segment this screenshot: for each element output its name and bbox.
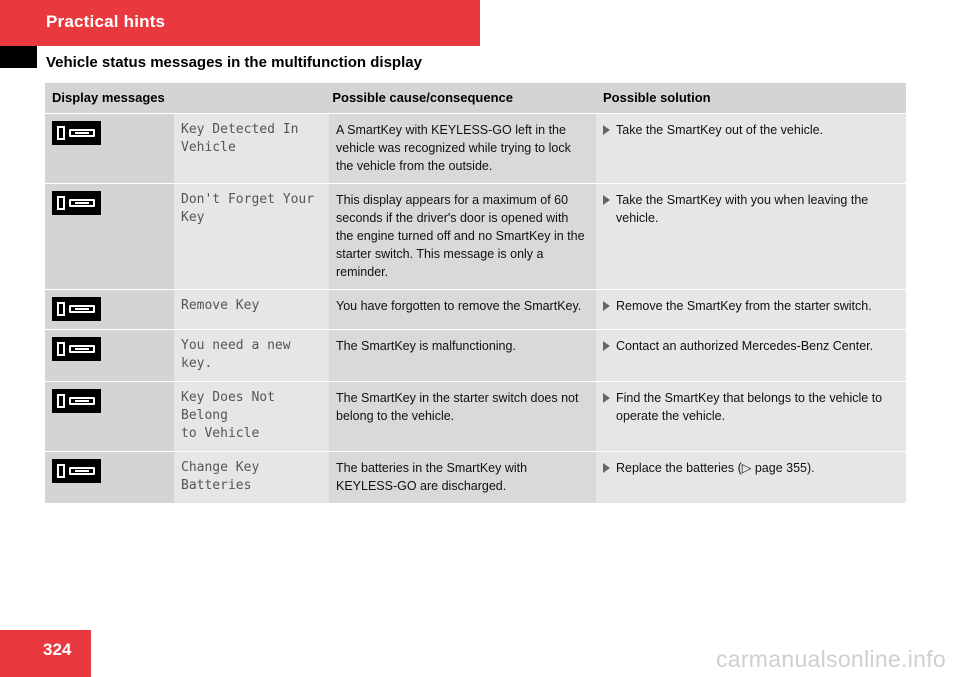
table-header-row	[45, 83, 906, 114]
solution-text: Replace the batteries (▷ page 355).	[616, 461, 815, 475]
possible-solution	[596, 114, 906, 184]
display-message: Change Key Batteries	[174, 452, 329, 504]
icon-cell	[45, 114, 174, 184]
section-marker	[0, 46, 37, 68]
icon-cell	[45, 330, 174, 382]
step-arrow-icon	[603, 125, 610, 135]
possible-cause: The SmartKey is malfunctioning.	[329, 330, 596, 382]
key-icon	[52, 337, 101, 361]
key-icon	[52, 297, 101, 321]
possible-solution	[596, 382, 906, 452]
key-icon	[52, 389, 101, 413]
table-row	[45, 290, 906, 330]
key-icon	[52, 121, 101, 145]
key-icon	[52, 191, 101, 215]
icon-cell	[45, 290, 174, 330]
step-arrow-icon	[603, 301, 610, 311]
table-row	[45, 382, 906, 452]
icon-cell	[45, 452, 174, 504]
display-message: Don't Forget Your Key	[174, 184, 329, 290]
solution-text: Remove the SmartKey from the starter switch.	[616, 299, 872, 313]
possible-solution	[596, 184, 906, 290]
display-message: Key Detected In Vehicle	[174, 114, 329, 184]
solution-text: Take the SmartKey with you when leaving the vehicle.	[616, 193, 869, 225]
watermark: carmanualsonline.info	[715, 646, 946, 672]
column-header-solution: Possible solution	[596, 83, 906, 114]
icon-cell	[45, 184, 174, 290]
table-row	[45, 452, 906, 504]
possible-solution	[596, 330, 906, 382]
display-message: Remove Key	[174, 290, 329, 330]
step-arrow-icon	[603, 195, 610, 205]
table-row	[45, 114, 906, 184]
step-arrow-icon	[603, 463, 610, 473]
icon-cell	[45, 382, 174, 452]
chapter-title: Practical hints	[46, 12, 166, 31]
page-number: 324	[43, 640, 72, 659]
solution-text: Find the SmartKey that belongs to the vehicle to operate the vehicle.	[616, 391, 883, 423]
possible-solution	[596, 290, 906, 330]
display-message: Key Does Not Belong to Vehicle	[174, 382, 329, 452]
possible-solution	[596, 452, 906, 504]
possible-cause: The SmartKey in the starter switch does not belong to the vehicle.	[329, 382, 596, 452]
possible-cause: This display appears for a maximum of 60 seconds if the driver's door is opened with the engine turned off and no SmartKey in the starter switch. This message is only a reminder.	[329, 184, 596, 290]
key-icon	[52, 459, 101, 483]
solution-text: Contact an authorized Mercedes-Benz Center.	[616, 339, 874, 353]
status-messages-table	[45, 83, 906, 504]
column-header-display: Display messages	[52, 90, 165, 105]
column-header-cause: Possible cause/consequence	[332, 90, 513, 105]
table-row	[45, 330, 906, 382]
possible-cause: The batteries in the SmartKey with KEYLESS-GO are discharged.	[329, 452, 596, 504]
solution-text: Take the SmartKey out of the vehicle.	[616, 123, 824, 137]
table-row	[45, 184, 906, 290]
possible-cause: A SmartKey with KEYLESS-GO left in the vehicle was recognized while trying to lock the vehicle from the outside.	[329, 114, 596, 184]
display-message: You need a new key.	[174, 330, 329, 382]
section-title: Vehicle status messages in the multifunction display	[46, 54, 422, 71]
possible-cause: You have forgotten to remove the SmartKey.	[329, 290, 596, 330]
step-arrow-icon	[603, 393, 610, 403]
step-arrow-icon	[603, 341, 610, 351]
